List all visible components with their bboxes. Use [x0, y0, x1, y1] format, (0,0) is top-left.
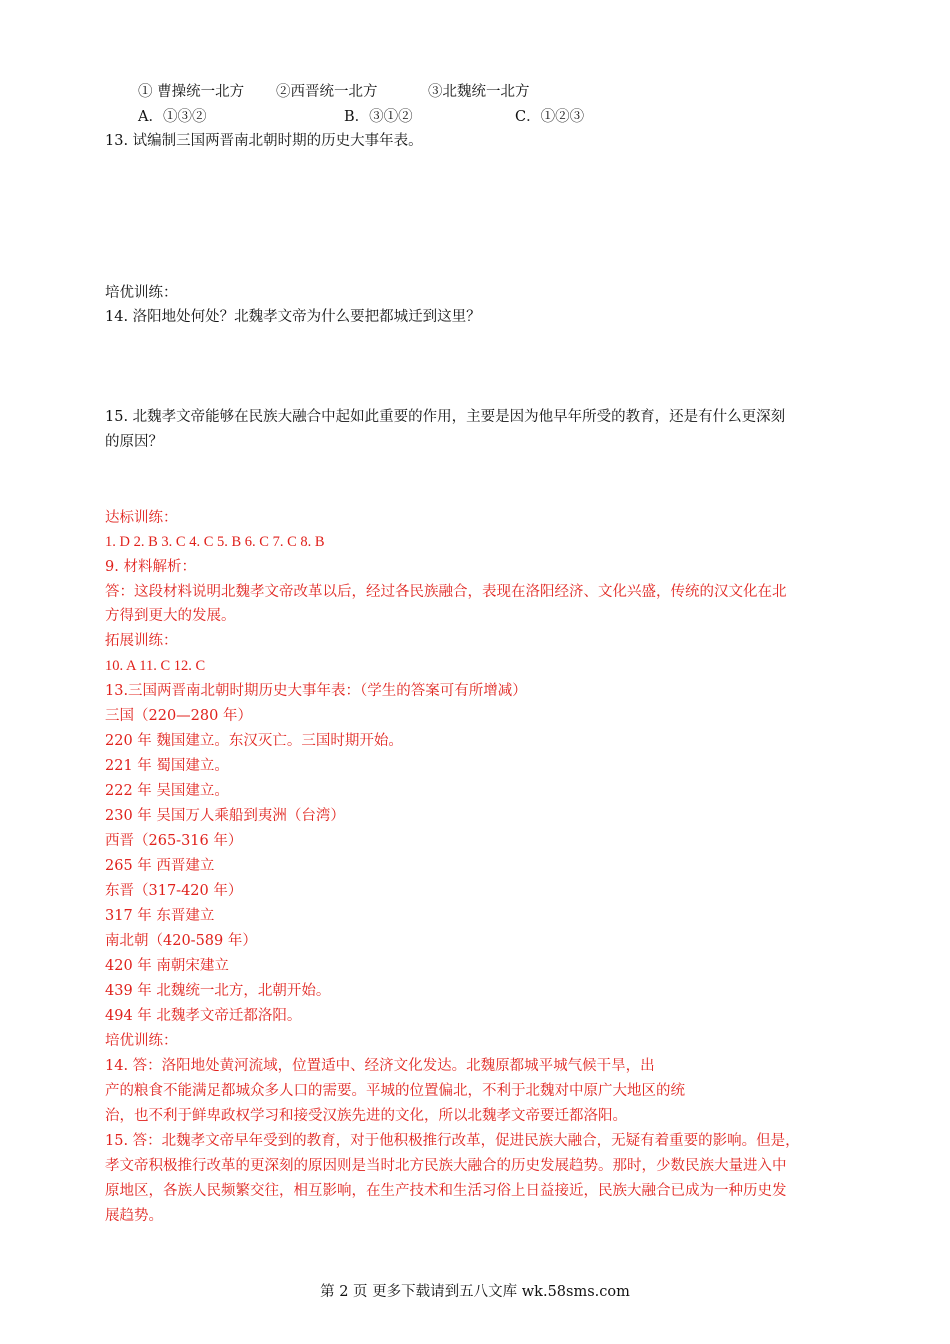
- timeline-entry: 439 年 北魏统一北方，北朝开始。: [105, 983, 331, 999]
- answer-q15-line: 展趋势。: [105, 1208, 163, 1224]
- q12-option-c: C．①②③: [515, 109, 585, 125]
- page-footer: 第 2 页 更多下载请到五八文库 wk.58sms.com: [320, 1284, 630, 1300]
- timeline-entry: 420 年 南朝宋建立: [105, 958, 229, 974]
- answer-q14-line: 治，也不利于鲜卑政权学习和接受汉族先进的文化，所以北魏孝文帝要迁都洛阳。: [105, 1108, 627, 1124]
- question-14: 14. 洛阳地处何处？北魏孝文帝为什么要把都城迁到这里？: [105, 309, 481, 325]
- timeline-entry: 三国（220—280 年）: [105, 708, 252, 724]
- answer-q9-heading: 9. 材料解析：: [105, 559, 196, 575]
- timeline-entry: 221 年 蜀国建立。: [105, 758, 229, 774]
- answer-q14-line: 产的粮食不能满足都城众多人口的需要。平城的位置偏北，不利于北魏对中原广大地区的统: [105, 1083, 685, 1099]
- timeline-entry: 西晋（265-316 年）: [105, 833, 243, 849]
- question-15-line-2: 的原因？: [105, 434, 163, 450]
- answer-q15-line: 孝文帝积极推行改革的更深刻的原因则是当时北方民族大融合的历史发展趋势。那时，少数民族大量进入中: [105, 1158, 787, 1174]
- answer-heading-peiyou: 培优训练：: [105, 1033, 178, 1049]
- q12-statement-2: ②西晋统一北方: [276, 84, 378, 100]
- answer-q15-line: 原地区，各族人民频繁交往，相互影响，在生产技术和生活习俗上日益接近，民族大融合已成为一种历史发: [105, 1183, 787, 1199]
- answer-dabiao-choices: 1. D 2. B 3. C 4. C 5. B 6. C 7. C 8. B: [105, 534, 325, 550]
- question-15-line-1: 15. 北魏孝文帝能够在民族大融合中起如此重要的作用，主要是因为他早年所受的教育，还是有什么更深刻: [105, 409, 786, 425]
- answer-q9-line-2: 方得到更大的发展。: [105, 608, 236, 624]
- answer-heading-tuozhan: 拓展训练：: [105, 633, 178, 649]
- answer-q14-line: 14. 答：洛阳地处黄河流域，位置适中、经济文化发达。北魏原都城平城气候干旱，出: [105, 1058, 655, 1074]
- q12-option-a: A．①③②: [138, 109, 207, 125]
- answer-q9-line-1: 答：这段材料说明北魏孝文帝改革以后，经过各民族融合，表现在洛阳经济、文化兴盛，传统的汉文化在北: [105, 584, 787, 600]
- answer-heading-dabiao: 达标训练：: [105, 510, 178, 526]
- timeline-entry: 220 年 魏国建立。东汉灭亡。三国时期开始。: [105, 733, 403, 749]
- section-heading-peiyou: 培优训练：: [105, 285, 178, 301]
- q12-option-b: B．③①②: [344, 109, 413, 125]
- answer-tuozhan-choices: 10. A 11. C 12. C: [105, 658, 206, 674]
- timeline-entry: 265 年 西晋建立: [105, 858, 215, 874]
- timeline-entry: 494 年 北魏孝文帝迁都洛阳。: [105, 1008, 302, 1024]
- answer-q15-line: 15. 答：北魏孝文帝早年受到的教育，对于他积极推行改革，促进民族大融合，无疑有着重要的影响。但是，: [105, 1133, 800, 1149]
- timeline-entry: 317 年 东晋建立: [105, 908, 215, 924]
- q12-statement-1: ① 曹操统一北方: [138, 84, 245, 100]
- question-13: 13. 试编制三国两晋南北朝时期的历史大事年表。: [105, 133, 423, 149]
- timeline-entry: 南北朝（420-589 年）: [105, 933, 257, 949]
- answer-q13-heading: 13.三国两晋南北朝时期历史大事年表：（学生的答案可有所增减）: [105, 683, 527, 699]
- q12-statement-3: ③北魏统一北方: [428, 84, 530, 100]
- timeline-entry: 222 年 吴国建立。: [105, 783, 229, 799]
- timeline-entry: 230 年 吴国万人乘船到夷洲（台湾）: [105, 808, 345, 824]
- timeline-entry: 东晋（317-420 年）: [105, 883, 243, 899]
